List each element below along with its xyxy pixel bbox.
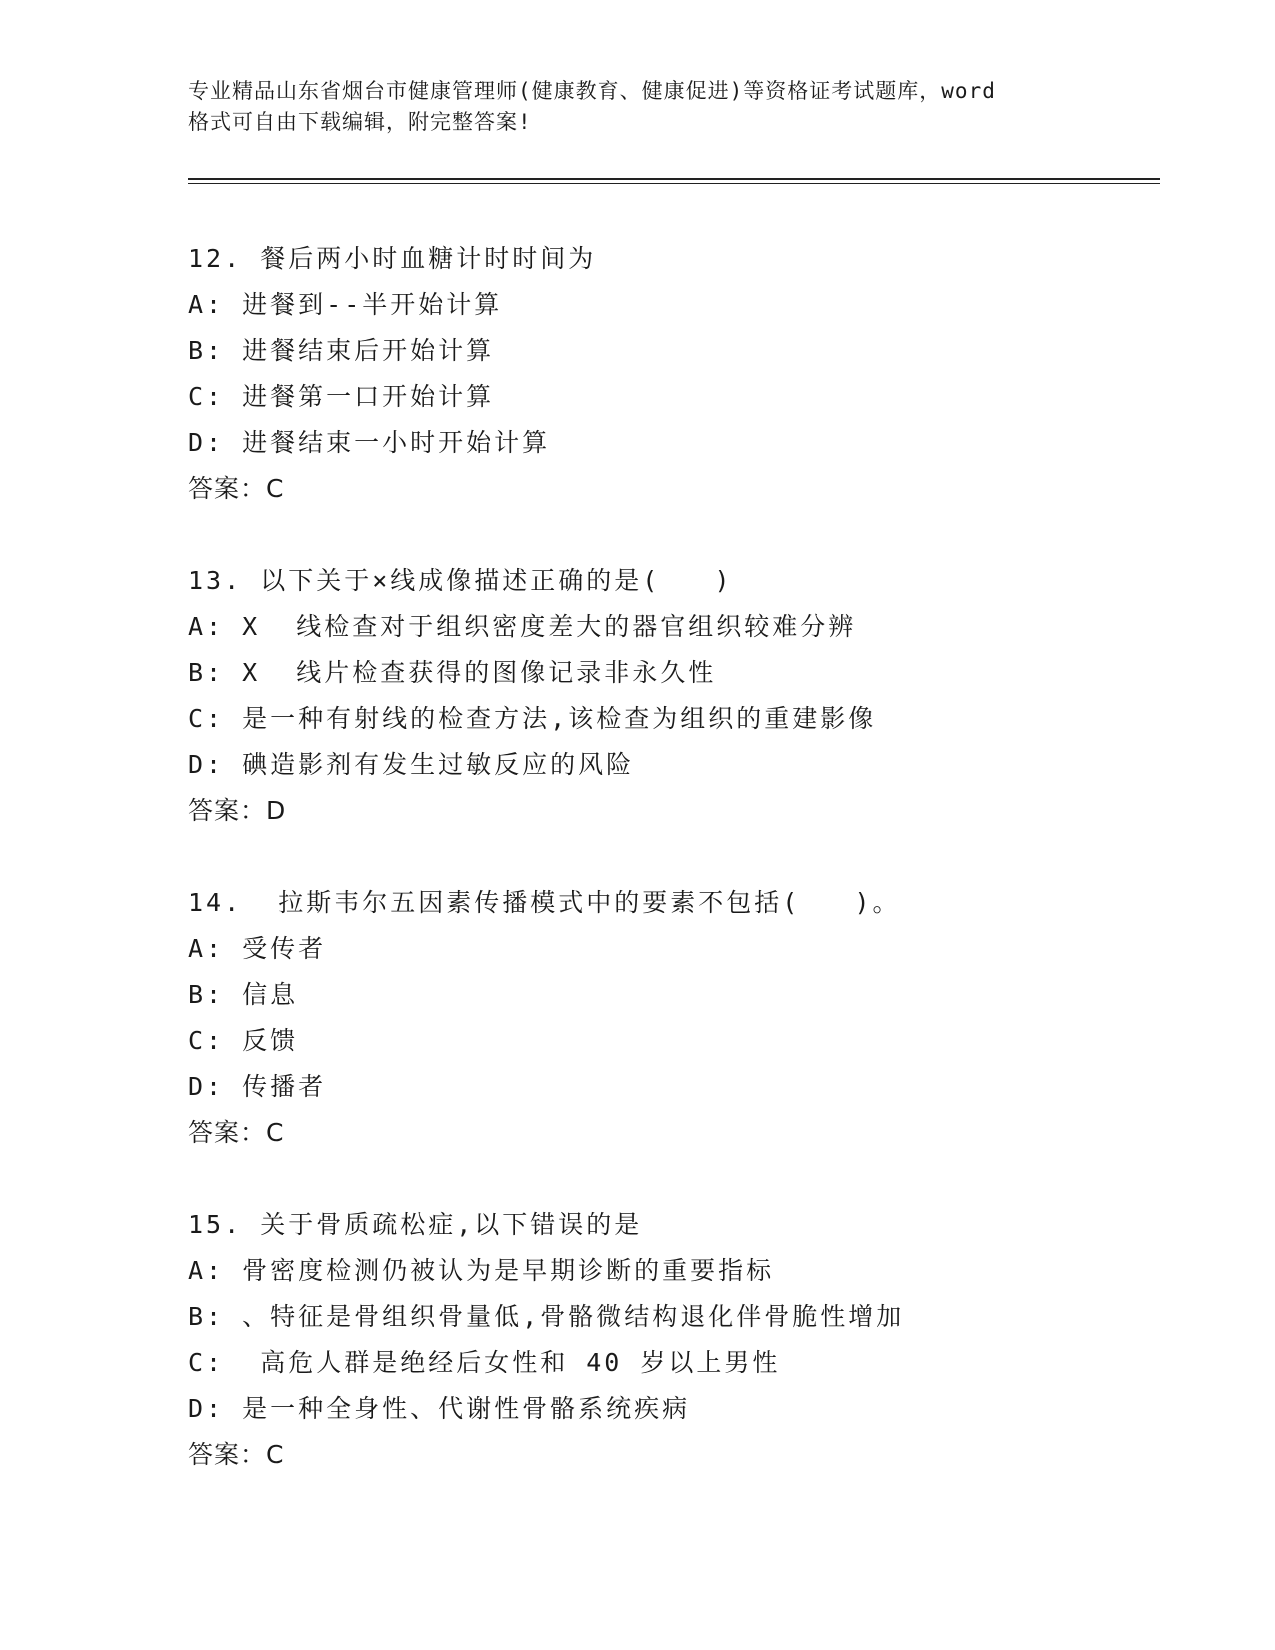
question-stem: 13. 以下关于×线成像描述正确的是( ) — [188, 566, 733, 595]
option-d: D: 是一种全身性、代谢性骨骼系统疾病 — [188, 1394, 691, 1423]
question-stem: 15. 关于骨质疏松症,以下错误的是 — [188, 1210, 643, 1239]
answer: 答案：C — [188, 1440, 285, 1469]
option-c: C: 进餐第一口开始计算 — [188, 382, 495, 411]
option-a: A: 进餐到--半开始计算 — [188, 290, 503, 319]
option-b: B: 进餐结束后开始计算 — [188, 336, 495, 365]
option-a: A: 受传者 — [188, 934, 327, 963]
option-d: D: 进餐结束一小时开始计算 — [188, 428, 551, 457]
option-b: B: 、特征是骨组织骨量低,骨骼微结构退化伴骨脆性增加 — [188, 1302, 905, 1331]
question-list — [188, 236, 1148, 1524]
document-header — [188, 76, 1088, 138]
question-15 — [188, 1202, 1148, 1478]
header-line-2: 格式可自由下载编辑，附完整答案! — [188, 110, 532, 134]
option-c: C: 是一种有射线的检查方法,该检查为组织的重建影像 — [188, 704, 877, 733]
question-12 — [188, 236, 1148, 512]
option-c: C: 高危人群是绝经后女性和 40 岁以上男性 — [188, 1348, 781, 1377]
question-13 — [188, 558, 1148, 834]
option-b: B: 信息 — [188, 980, 299, 1009]
option-d: D: 碘造影剂有发生过敏反应的风险 — [188, 750, 635, 779]
question-14 — [188, 880, 1148, 1156]
question-stem: 12. 餐后两小时血糖计时时间为 — [188, 244, 597, 273]
option-d: D: 传播者 — [188, 1072, 327, 1101]
header-divider-thick — [188, 178, 1160, 180]
question-stem: 14. 拉斯韦尔五因素传播模式中的要素不包括( )。 — [188, 888, 901, 917]
option-a: A: X 线检查对于组织密度差大的器官组织较难分辨 — [188, 612, 857, 641]
answer: 答案：C — [188, 474, 285, 503]
header-divider-thin — [188, 183, 1160, 184]
answer: 答案：C — [188, 1118, 285, 1147]
option-c: C: 反馈 — [188, 1026, 299, 1055]
option-a: A: 骨密度检测仍被认为是早期诊断的重要指标 — [188, 1256, 775, 1285]
header-line-1: 专业精品山东省烟台市健康管理师(健康教育、健康促进)等资格证考试题库，word — [188, 79, 996, 103]
option-b: B: X 线片检查获得的图像记录非永久性 — [188, 658, 717, 687]
answer: 答案：D — [188, 796, 287, 825]
